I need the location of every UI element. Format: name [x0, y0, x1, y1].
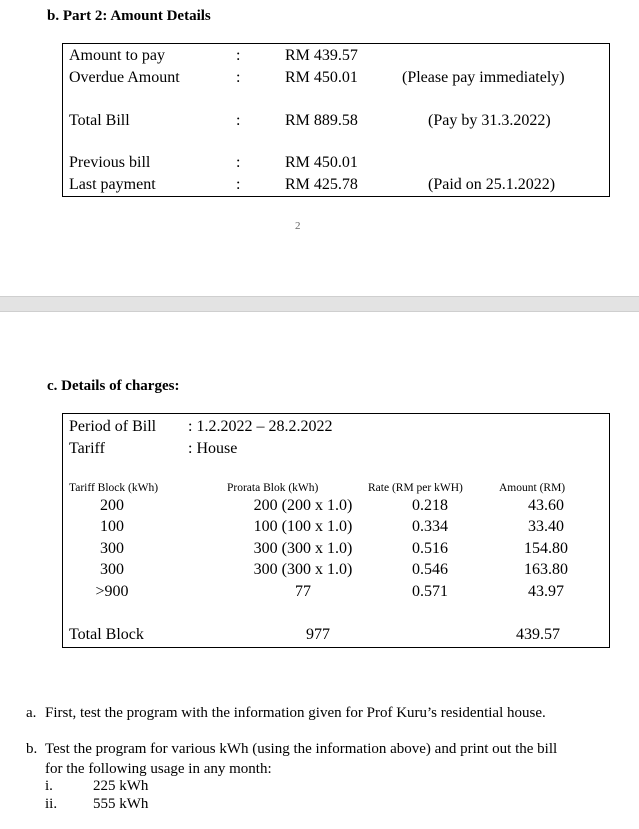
row-prorata: 200 (200 x 1.0) — [253, 497, 353, 514]
last-payment-label: Last payment — [69, 176, 156, 193]
total-block-label: Total Block — [69, 626, 144, 643]
amount-to-pay-value: RM 439.57 — [285, 47, 358, 64]
tariff-label: Tariff — [69, 440, 105, 457]
period-value: : 1.2.2022 – 28.2.2022 — [188, 418, 333, 435]
total-bill-note: (Pay by 31.3.2022) — [428, 112, 551, 129]
row-amount: 154.80 — [524, 540, 568, 557]
part2-heading: b. Part 2: Amount Details — [47, 8, 211, 24]
row-block: 300 — [100, 540, 124, 557]
row-amount: 33.40 — [528, 518, 564, 535]
instruction-b-text-line2: for the following usage in any month: — [45, 761, 272, 777]
overdue-amount-label: Overdue Amount — [69, 69, 180, 86]
total-bill-label: Total Bill — [69, 112, 130, 129]
row-block: 100 — [100, 518, 124, 535]
page-break — [0, 296, 639, 312]
header-rate: Rate (RM per kWH) — [368, 482, 463, 494]
list-item-text: 555 kWh — [93, 796, 149, 812]
overdue-amount-value: RM 450.01 — [285, 69, 358, 86]
last-payment-note: (Paid on 25.1.2022) — [428, 176, 556, 193]
list-item-marker: i. — [45, 778, 53, 794]
total-kwh: 977 — [306, 626, 330, 643]
overdue-amount-note: (Please pay immediately) — [402, 69, 565, 86]
row-prorata: 100 (100 x 1.0) — [253, 518, 353, 535]
row-block: 200 — [100, 497, 124, 514]
overdue-amount-colon: : — [236, 69, 241, 86]
total-amount: 439.57 — [516, 626, 560, 643]
row-block: 300 — [100, 561, 124, 578]
total-bill-value: RM 889.58 — [285, 112, 358, 129]
previous-bill-label: Previous bill — [69, 154, 151, 171]
instruction-b-marker: b. — [26, 741, 38, 757]
row-rate: 0.334 — [412, 518, 448, 535]
header-amount: Amount (RM) — [499, 482, 566, 494]
previous-bill-value: RM 450.01 — [285, 154, 358, 171]
amount-to-pay-colon: : — [236, 47, 241, 64]
row-rate: 0.516 — [412, 540, 448, 557]
part3-heading: c. Details of charges: — [47, 378, 180, 394]
row-amount: 163.80 — [524, 561, 568, 578]
header-prorata: Prorata Blok (kWh) — [227, 482, 319, 494]
row-prorata: 300 (300 x 1.0) — [253, 540, 353, 557]
list-item-text: 225 kWh — [93, 778, 149, 794]
row-block: >900 — [95, 583, 129, 600]
last-payment-value: RM 425.78 — [285, 176, 358, 193]
instruction-a-text: First, test the program with the information given for Prof Kuru’s residential house. — [45, 705, 546, 721]
row-rate: 0.218 — [412, 497, 448, 514]
row-prorata: 300 (300 x 1.0) — [253, 561, 353, 578]
list-item-marker: ii. — [45, 796, 58, 812]
previous-bill-colon: : — [236, 154, 241, 171]
row-prorata: 77 — [295, 583, 311, 600]
instruction-a-marker: a. — [26, 705, 37, 721]
row-rate: 0.571 — [412, 583, 448, 600]
page-number: 2 — [295, 220, 301, 232]
header-tariff-block: Tariff Block (kWh) — [69, 482, 159, 494]
row-amount: 43.60 — [528, 497, 564, 514]
last-payment-colon: : — [236, 176, 241, 193]
amount-to-pay-label: Amount to pay — [69, 47, 165, 64]
period-label: Period of Bill — [69, 418, 157, 435]
tariff-value: : House — [188, 440, 238, 457]
row-amount: 43.97 — [528, 583, 564, 600]
instruction-b-text-line1: Test the program for various kWh (using the information above) and print out the bill — [45, 741, 558, 757]
total-bill-colon: : — [236, 112, 241, 129]
row-rate: 0.546 — [412, 561, 448, 578]
